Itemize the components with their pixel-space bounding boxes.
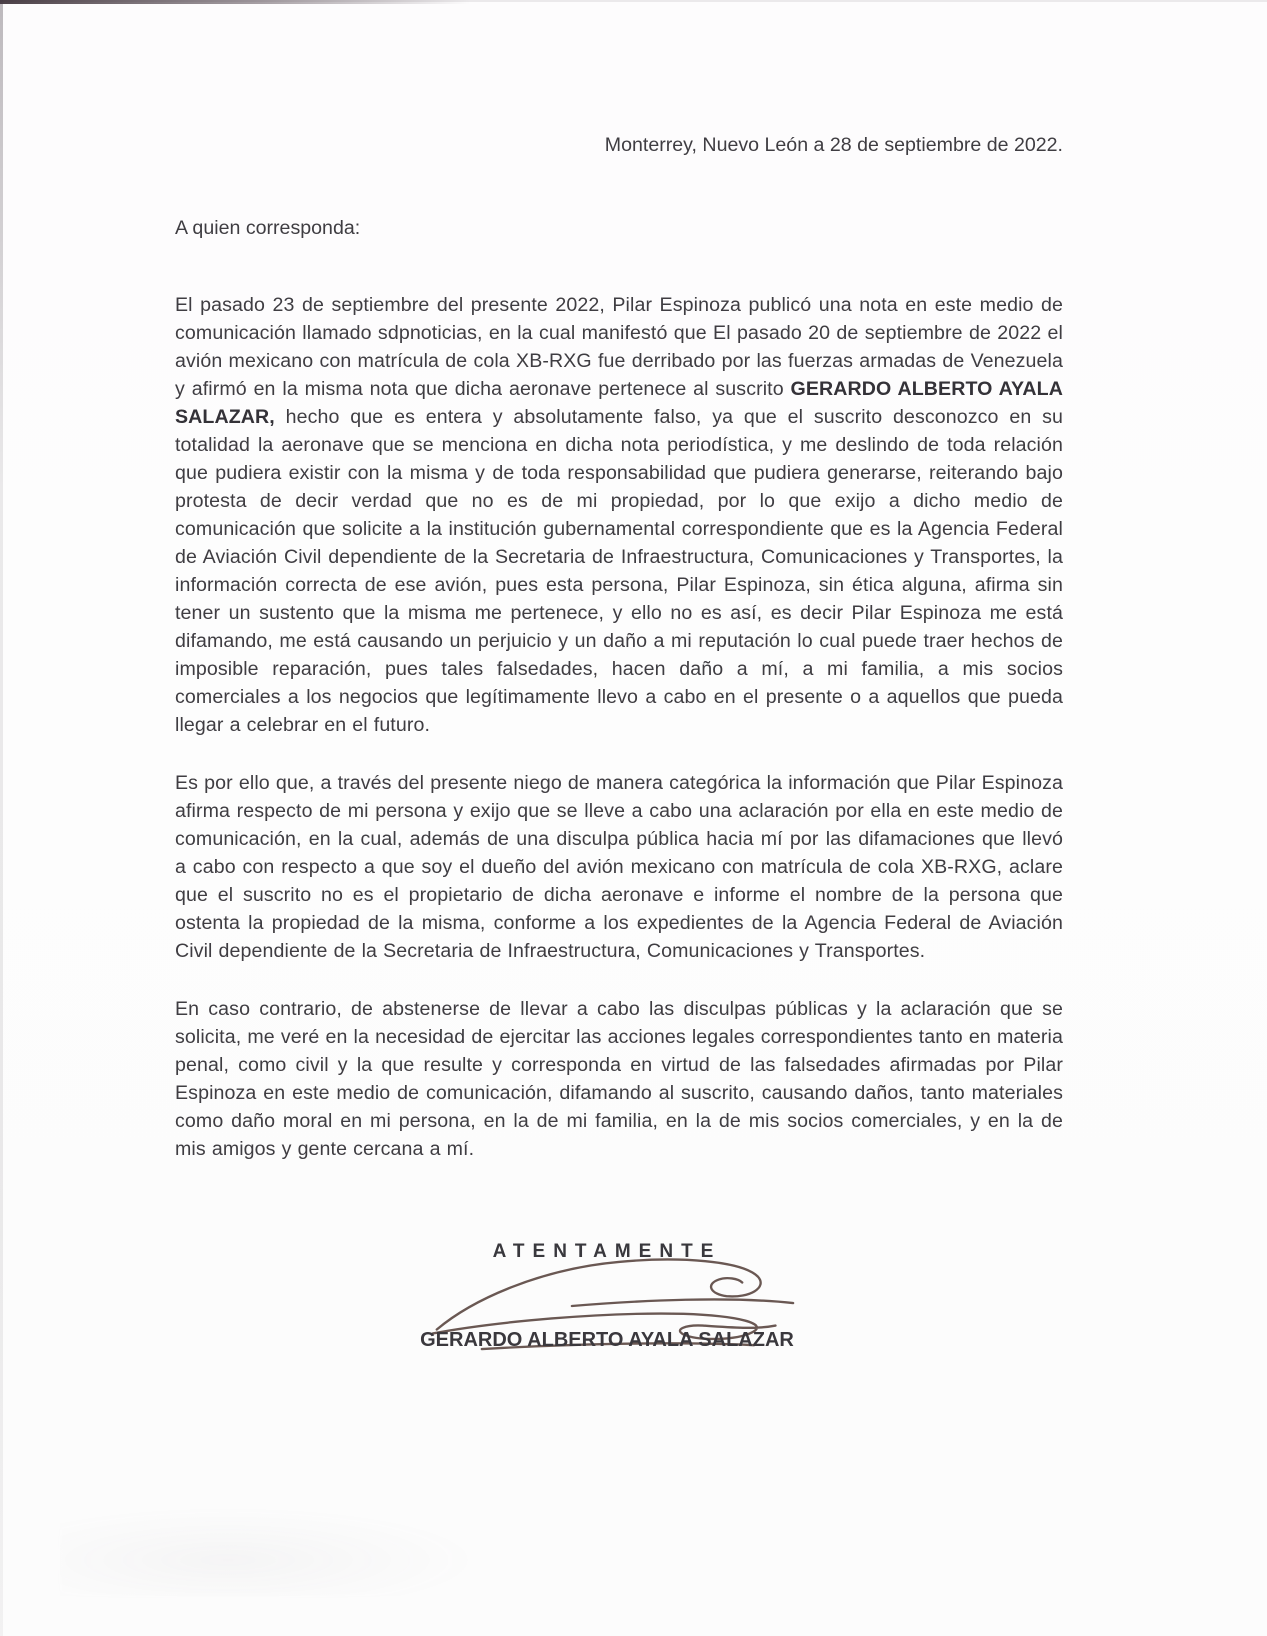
scan-edge-artifact-left	[0, 0, 3, 1636]
signature-stroke-mid	[572, 1299, 793, 1306]
salutation: A quien corresponda:	[175, 217, 361, 239]
letter-content	[175, 0, 1063, 1352]
paragraph1-text-before-name: El pasado 23 de septiembre del presente 2022, Pilar Espinoza publicó una nota en este medio de comunicación llamado sdpnoticias, en la cual manifestó que El pasado 20 de septiembre de 2022 el avión mexicano con matrícula de cola XB-RXG fue derribado por las fuerzas armadas de Venezuela y afirmó en la misma nota que dicha aeronave pertenece al suscrito	[175, 294, 1063, 400]
signatory-name: GERARDO ALBERTO AYALA SALAZAR	[420, 1329, 794, 1351]
paragraph1-text-after-name: hecho que es entera y absolutamente falso, ya que el suscrito desconozco en su totalidad la aeronave que se menciona en dicha nota periodística, y me deslindo de toda relación que pudiera existir con la misma y de toda responsabilidad que pudiera generarse, reiterando bajo protesta de decir verdad que no es de mi propiedad, por lo que exijo a dicho medio de comunicación que solicite a la institución gubernamental correspondiente que es la Agencia Federal de Aviación Civil dependiente de la Secretaria de Infraestructura, Comunicaciones y Transportes, la información correcta de ese avión, pues esta persona, Pilar Espinoza, sin ética alguna, afirma sin tener un sustento que la misma me pertenece, y ello no es así, es decir Pilar Espinoza me está difamando, me está causando un perjuicio y un daño a mi reputación lo cual puede traer hechos de imposible reparación, pues tales falsedades, hacen daño a mí, a mi familia, a mis socios comerciales a los negocios que legítimamente llevo a cabo en el presente o a aquellos que pueda llegar a celebrar en el futuro.	[175, 406, 1063, 736]
body-paragraph-2: Es por ello que, a través del presente niego de manera categórica la información que Pilar Espinoza afirma respecto de mi persona y exijo que se lleve a cabo una aclaración por ella en este medio de comunicación, en la cual, además de una disculpa pública hacia mí por las difamaciones que llevó a cabo con respecto a que soy el dueño del avión mexicano con matrícula de cola XB-RXG, aclare que el suscrito no es el propietario de dicha aeronave e informe el nombre de la persona que ostenta la propiedad de la misma, conforme a los expedientes de la Agencia Federal de Aviación Civil dependiente de la Secretaria de Infraestructura, Comunicaciones y Transportes.	[175, 772, 1063, 962]
body-paragraph-3: En caso contrario, de abstenerse de llevar a cabo las disculpas públicas y la aclaración que se solicita, me veré en la necesidad de ejercitar las acciones legales correspondientes tanto en materia penal, como civil y la que resulte y corresponda en virtud de las falsedades afirmadas por Pilar Espinoza en este medio de comunicación, difamando al suscrito, causando daños, tanto materiales como daño moral en mi persona, en la de mi familia, en la de mis socios comerciales, y en la de mis amigos y gente cercana a mí.	[175, 998, 1063, 1160]
signature-block	[175, 1241, 1063, 1352]
signatory-name-inline-bold: GERARDO ALBERTO AYALA SALAZAR,	[175, 378, 1063, 428]
date-line: Monterrey, Nuevo León a 28 de septiembre de 2022.	[604, 134, 1063, 156]
scan-smudge	[60, 1506, 480, 1596]
closing-word: ATENTAMENTE	[492, 1241, 722, 1262]
body-paragraph-1	[175, 291, 1063, 739]
signature-stroke-loop	[437, 1260, 761, 1330]
